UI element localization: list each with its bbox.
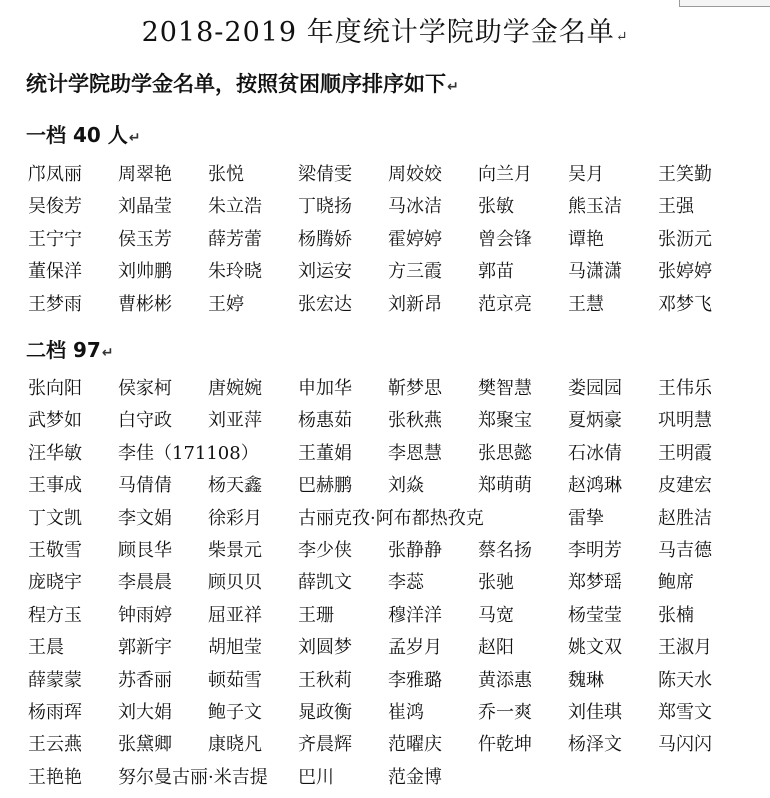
student-name: 巴川 [298,766,334,788]
student-name: 武梦如 [28,410,82,432]
student-name: 杨天鑫 [208,475,262,497]
window-corner-tab [679,0,770,7]
student-name: 曾会锋 [478,228,532,250]
student-name: 李佳（171108） [118,442,259,464]
student-name: 齐晨辉 [298,734,352,756]
document-title: 2018-2019 年度统计学院助学金名单↵ [141,17,629,48]
paragraph-mark-icon: ↵ [447,79,459,95]
student-name: 马闪闪 [658,734,712,756]
student-name: 张宏达 [298,293,352,315]
student-name: 李恩慧 [388,442,442,464]
student-name: 张悦 [208,164,244,185]
student-name: 张婷婷 [658,261,712,283]
student-name: 张楠 [658,604,694,626]
student-name: 刘晶莹 [118,196,172,218]
paragraph-mark-icon: ↵ [128,130,141,146]
student-name: 王笑勤 [658,164,712,185]
student-name: 白守政 [118,410,172,432]
student-name: 刘运安 [298,261,352,283]
student-name: 屈亚祥 [208,604,262,626]
student-name: 姚文双 [568,637,622,659]
student-name: 郑雪文 [658,702,712,723]
student-name: 王强 [658,196,694,218]
student-name: 李蕊 [388,572,424,594]
student-name: 钟雨婷 [118,604,172,626]
student-name: 顿茹雪 [208,669,262,691]
student-name: 邓梦飞 [658,293,712,315]
student-name: 张思懿 [478,442,532,464]
student-name: 朱立浩 [208,196,262,218]
student-name: 李晨晨 [118,572,172,594]
student-name: 胡旭莹 [208,637,262,659]
student-name: 刘圆梦 [298,637,352,659]
student-name: 范金博 [388,766,442,788]
document-subtitle: 统计学院助学金名单，按照贫困顺序排序如下↵ [26,72,459,96]
student-name: 巴赫鹏 [298,475,352,497]
student-name: 鲍子文 [208,702,262,723]
student-name: 曹彬彬 [118,293,172,315]
student-name: 杨腾娇 [298,228,352,250]
student-name: 刘帅鹏 [118,261,172,283]
paragraph-mark-icon: ↵ [101,345,114,361]
student-name: 苏香丽 [118,669,172,691]
student-name: 郑梦瑶 [568,572,622,594]
student-name: 薛蒙蒙 [28,669,82,691]
student-name: 鲍席 [658,572,694,594]
student-name: 马宽 [478,604,514,626]
student-name: 向兰月 [478,164,532,185]
student-name: 郑萌萌 [478,475,532,497]
student-name: 张黛卿 [118,734,172,756]
student-name: 梁倩雯 [298,164,352,185]
student-name: 柴景元 [208,540,262,561]
student-name: 张敏 [478,196,514,218]
student-name: 李明芳 [568,540,622,561]
student-name: 樊智慧 [478,378,532,399]
student-name: 乔一爽 [478,702,532,723]
student-name: 程方玉 [28,604,82,626]
student-name: 熊玉洁 [568,196,622,218]
student-name: 王晨 [28,637,64,659]
student-name: 杨泽文 [568,734,622,756]
student-name: 薛凯文 [298,572,352,594]
student-name: 仵乾坤 [478,734,532,756]
student-name: 娄园园 [568,378,622,399]
student-name: 刘焱 [388,475,424,497]
student-name: 霍婷婷 [388,228,442,250]
student-name: 努尔曼古丽·米吉提 [118,766,268,788]
student-name: 黄添惠 [478,669,532,691]
student-name: 王梦雨 [28,293,82,315]
student-name: 吴俊芳 [28,196,82,218]
student-name: 顾贝贝 [208,572,262,594]
student-name: 马潇潇 [568,261,622,283]
student-name: 侯家柯 [118,378,172,399]
student-name: 刘亚萍 [208,410,262,432]
student-name: 马冰洁 [388,196,442,218]
student-name: 李雅璐 [388,669,442,691]
student-name: 穆洋洋 [388,604,442,626]
section-heading-tier-2: 二档 97↵ [26,338,114,362]
student-name: 吴月 [568,164,604,185]
paragraph-mark-icon: ↵ [615,29,629,45]
student-name: 夏炳豪 [568,410,622,432]
student-name: 方三霞 [388,261,442,283]
student-name: 徐彩月 [208,507,262,529]
student-name: 丁文凯 [28,507,82,529]
student-name: 王慧 [568,293,604,315]
student-name: 顾艮华 [118,540,172,561]
student-name: 皮建宏 [658,475,712,497]
student-name: 魏琳 [568,669,604,691]
student-name: 申加华 [298,378,352,399]
student-name: 刘新昂 [388,293,442,315]
student-name: 康晓凡 [208,734,262,756]
student-name: 郭新宇 [118,637,172,659]
student-name: 石冰倩 [568,442,622,464]
student-name: 孟岁月 [388,637,442,659]
student-name: 赵鸿琳 [568,475,622,497]
student-name: 周翠艳 [118,164,172,185]
student-name: 蔡名扬 [478,540,532,561]
student-name: 谭艳 [568,228,604,250]
section-heading-tier-1: 一档 40 人↵ [26,123,141,147]
student-name: 张向阳 [28,378,82,399]
student-name: 马吉德 [658,540,712,561]
student-name: 王婷 [208,293,244,315]
student-name: 崔鸿 [388,702,424,723]
student-name: 王云燕 [28,734,82,756]
student-name: 薛芳蕾 [208,228,262,250]
student-name: 范曜庆 [388,734,442,756]
student-name: 王秋莉 [298,669,352,691]
student-name: 马倩倩 [118,475,172,497]
student-name: 侯玉芳 [118,228,172,250]
student-name: 周姣姣 [388,164,442,185]
student-name: 古丽克孜·阿布都热孜克 [298,507,484,529]
student-name: 刘佳琪 [568,702,622,723]
student-name: 董保洋 [28,261,82,283]
student-name: 杨雨珲 [28,702,82,723]
student-name: 丁晓扬 [298,196,352,218]
student-name: 朱玲晓 [208,261,262,283]
student-name: 李文娟 [118,507,172,529]
student-name: 赵阳 [478,637,514,659]
student-name: 汪华敏 [28,442,82,464]
student-name: 陈天水 [658,669,712,691]
student-name: 杨惠茹 [298,410,352,432]
student-name: 杨莹莹 [568,604,622,626]
student-name: 王珊 [298,604,334,626]
student-name: 王董娟 [298,442,352,464]
student-name: 雷挚 [568,507,604,529]
student-name: 范京亮 [478,293,532,315]
student-name: 唐婉婉 [208,378,262,399]
student-name: 巩明慧 [658,410,712,432]
student-name: 王事成 [28,475,82,497]
student-name: 邝凤丽 [28,164,82,185]
student-name: 庞晓宇 [28,572,82,594]
student-name: 张静静 [388,540,442,561]
student-name: 郑聚宝 [478,410,532,432]
student-name: 赵胜洁 [658,507,712,529]
student-name: 王明霞 [658,442,712,464]
student-name: 王宁宁 [28,228,82,250]
student-name: 王艳艳 [28,766,82,788]
student-name: 王敬雪 [28,540,82,561]
student-name: 李少侠 [298,540,352,561]
student-name: 靳梦思 [388,378,442,399]
student-name: 张驰 [478,572,514,594]
student-name: 王伟乐 [658,378,712,399]
student-name: 晁政衡 [298,702,352,723]
student-name: 王淑月 [658,637,712,659]
student-name: 郭苗 [478,261,514,283]
student-name: 张沥元 [658,228,712,250]
student-name: 刘大娟 [118,702,172,723]
student-name: 张秋燕 [388,410,442,432]
